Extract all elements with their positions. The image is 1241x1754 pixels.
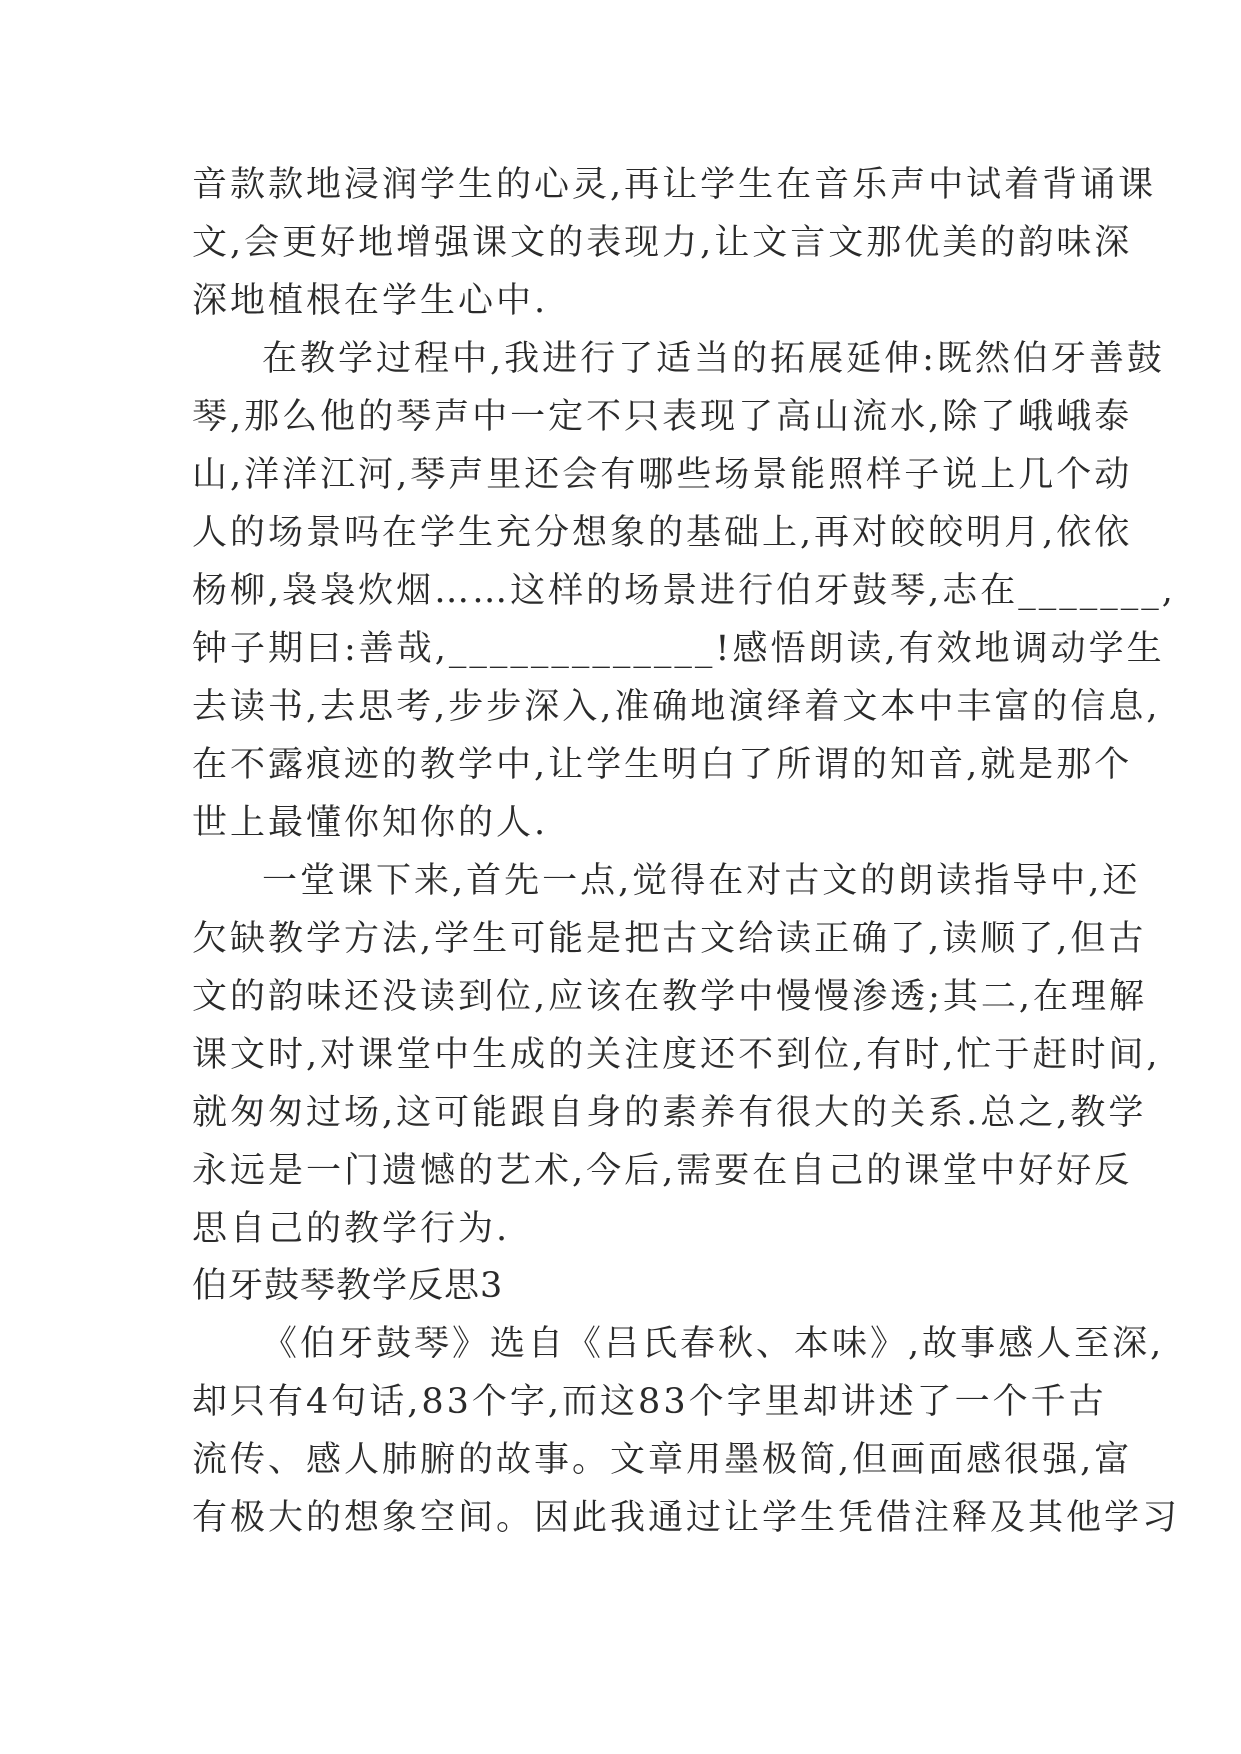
text-line: 文的韵味还没读到位,应该在教学中慢慢渗透;其二,在理解	[192, 977, 1148, 1017]
paragraph-first-line: 一堂课下来,首先一点,觉得在对古文的朗读指导中,还	[262, 861, 1141, 901]
text-line: 琴,那么他的琴声中一定不只表现了高山流水,除了峨峨泰	[192, 397, 1133, 437]
text-line: 人的场景吗在学生充分想象的基础上,再对皎皎明月,依依	[192, 513, 1133, 553]
text-line: 欠缺教学方法,学生可能是把古文给读正确了,读顺了,但古	[192, 919, 1147, 959]
text-line: 世上最懂你知你的人.	[192, 803, 549, 843]
text-line: 音款款地浸润学生的心灵,再让学生在音乐声中试着背诵课	[192, 165, 1157, 205]
text-line: 流传、感人肺腑的故事。文章用墨极简,但画面感很强,富	[192, 1440, 1133, 1480]
text-line: 却只有4句话,83个字,而这83个字里却讲述了一个千古	[192, 1382, 1107, 1422]
text-line: 文,会更好地增强课文的表现力,让文言文那优美的韵味深	[192, 223, 1133, 263]
text-line: 去读书,去思考,步步深入,准确地演绎着文本中丰富的信息,	[192, 687, 1161, 727]
text-line: 课文时,对课堂中生成的关注度还不到位,有时,忙于赶时间,	[192, 1035, 1161, 1075]
text-line: 永远是一门遗憾的艺术,今后,需要在自己的课堂中好好反	[192, 1151, 1133, 1191]
text-line: 就匆匆过场,这可能跟自身的素养有很大的关系.总之,教学	[192, 1093, 1147, 1133]
text-line: 钟子期曰:善哉,_____________!感悟朗读,有效地调动学生	[192, 629, 1165, 669]
text-line: 山,洋洋江河,琴声里还会有哪些场景能照样子说上几个动	[192, 455, 1133, 495]
text-line: 杨柳,袅袅炊烟……这样的场景进行伯牙鼓琴,志在_______,	[192, 571, 1176, 611]
paragraph-first-line: 在教学过程中,我进行了适当的拓展延伸:既然伯牙善鼓	[262, 339, 1165, 379]
text-line: 思自己的教学行为.	[192, 1209, 511, 1249]
text-line: 有极大的想象空间。因此我通过让学生凭借注释及其他学习	[192, 1498, 1181, 1538]
text-line: 在不露痕迹的教学中,让学生明白了所谓的知音,就是那个	[192, 745, 1133, 785]
text-line: 深地植根在学生心中.	[192, 281, 549, 321]
section-heading: 伯牙鼓琴教学反思3	[192, 1266, 504, 1306]
paragraph-first-line: 《伯牙鼓琴》选自《吕氏春秋、本味》,故事感人至深,	[262, 1324, 1165, 1364]
